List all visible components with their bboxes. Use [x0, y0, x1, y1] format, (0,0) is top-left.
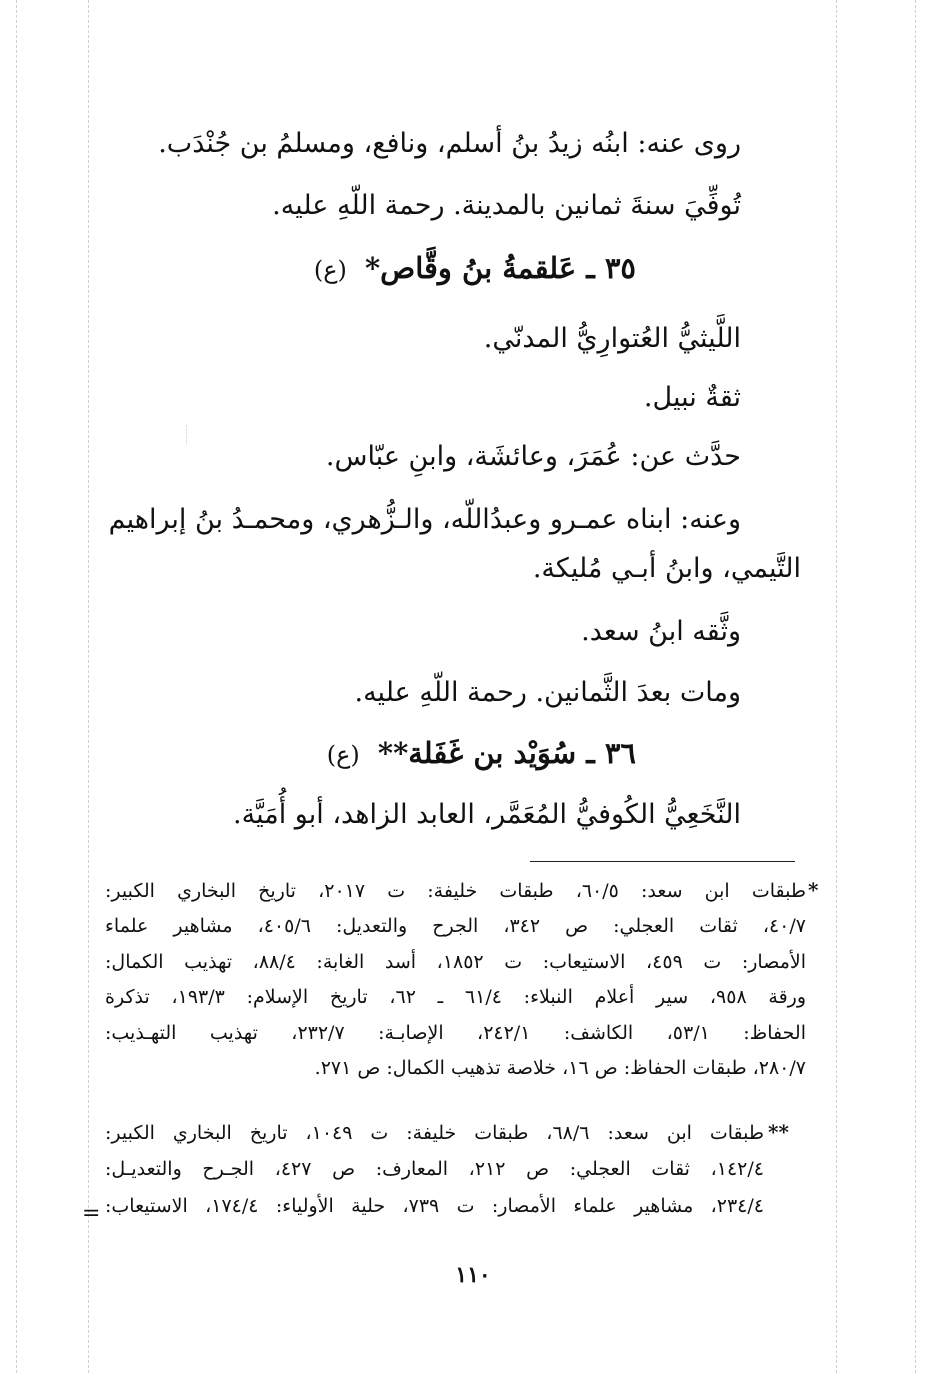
footnote-separator [530, 861, 795, 862]
footnote-1-line-5: الحفاظ: ٥٣/١، الكاشف: ٢٤٢/١، الإصابـة: ٢٣٢/٧، تهذيب التهـذيب: [105, 1022, 806, 1044]
footnote-2-mark: ** [768, 1120, 789, 1144]
entry-number: ٣٦ ـ [586, 736, 636, 770]
body-line-3: اللَّيثيُّ العُتوارِيُّ المدنّي. [483, 323, 741, 354]
body-line-7: التَّيمي، وابنُ أبـي مُليكة. [532, 553, 801, 584]
entry-heading-36 [296, 735, 636, 773]
continuation-mark: = [82, 1201, 101, 1226]
entry-tag: (ع) [313, 256, 347, 284]
body-line-5: حدَّث عن: عُمَرَ، وعائشَة، وابنِ عبّاس. [325, 441, 741, 472]
footnote-1-line-2: ٤٠/٧، ثقات العجلي: ص ٣٤٢، الجرح والتعديل: ٤٠٥/٦، مشاهير علماء [105, 915, 806, 937]
footnote-1-line-3: الأمصار: ت ٤٥٩، الاستيعاب: ت ١٨٥٢، أسد الغابة: ٨٨/٤، تهذيب الكمال: [105, 951, 806, 973]
scan-guide-line [915, 0, 916, 1373]
scan-guide-line [836, 0, 837, 1373]
entry-name: عَلقمةُ بنُ وقَّاص* [364, 251, 577, 285]
scan-guide-line [88, 0, 89, 1373]
body-line-9: ومات بعدَ الثَّمانين. رحمة اللّهِ عليه. [354, 677, 741, 708]
entry-heading-35 [296, 250, 636, 288]
scan-guide-line [16, 0, 17, 1373]
page-number: ١١٠ [455, 1262, 491, 1288]
footnote-1-line-6: ٢٨٠/٧، طبقات الحفاظ: ص ١٦، خلاصة تذهيب الكمال: ص ٢٧١. [314, 1057, 806, 1079]
body-line-6: وعنه: ابناه عمـرو وعبدُاللّه، والـزُّهري، ومحمـدُ بنُ إبراهيم [108, 504, 741, 535]
footnote-2-line-3: ٢٣٤/٤، مشاهير علماء الأمصار: ت ٧٣٩، حلية الأولياء: ١٧٤/٤، الاستيعاب: [105, 1195, 764, 1217]
footnote-2-line-2: ١٤٢/٤، ثقات العجلي: ص ٢١٢، المعارف: ص ٤٢٧، الجـرح والتعديـل: [105, 1158, 764, 1180]
body-line-8: وثَّقه ابنُ سعد. [581, 616, 741, 647]
body-line-4: ثقةٌ نبيل. [643, 382, 741, 413]
entry-number: ٣٥ ـ [586, 251, 636, 285]
scan-mark [186, 425, 187, 445]
entry-name: سُوَيْد بن غَفَلة** [377, 736, 577, 770]
body-line-10: النَّخَعِيُّ الكُوفيُّ المُعَمَّر، العابد الزاهد، أبو أُمَيَّة. [233, 799, 741, 830]
footnote-1-line-4: ورقة ٩٥٨، سير أعلام النبلاء: ٦١/٤ ـ ٦٢، تاريخ الإسلام: ١٩٣/٣، تذكرة [105, 986, 806, 1008]
entry-tag: (ع) [326, 741, 360, 769]
footnote-1-line-1: طبقات ابن سعد: ٦٠/٥، طبقات خليفة: ت ٢٠١٧، تاريخ البخاري الكبير: [105, 880, 806, 902]
body-line-2: تُوفِّيَ سنةَ ثمانين بالمدينة. رحمة اللّهِ عليه. [272, 190, 741, 221]
footnote-1-mark: * [808, 878, 819, 902]
body-line-1: روى عنه: ابنُه زيدُ بنُ أسلم، ونافع، ومسلمُ بن جُنْدَب. [158, 128, 741, 159]
footnote-2-line-1: طبقات ابن سعد: ٦٨/٦، طبقات خليفة: ت ١٠٤٩، تاريخ البخاري الكبير: [105, 1122, 764, 1144]
